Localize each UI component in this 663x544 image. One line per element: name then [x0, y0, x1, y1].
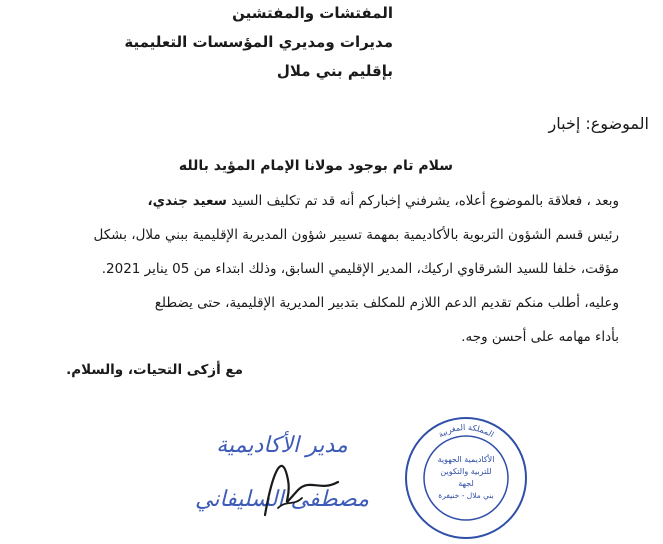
- stamp-line-4: بني ملال - خنيفرة: [438, 491, 494, 500]
- paragraph1-line1: [147, 193, 619, 209]
- paragraph2-line2: بأداء مهامه على أحسن وجه.: [461, 329, 619, 345]
- stamp-line-1: الأكاديمية الجهوية: [437, 455, 495, 464]
- paragraph1-line3: مؤقت، خلفا للسيد الشرقاوي اركيك، المدير الإقليمي السابق، وذلك ابتداء من 05 يناير 2021.: [101, 261, 619, 277]
- signature-title: مدير الأكاديمية: [216, 433, 348, 458]
- salutation: سلام تام بوجود مولانا الإمام المؤيد بالله: [178, 158, 453, 174]
- official-stamp: [400, 412, 532, 544]
- recipient-line-3: بإقليم بني ملال: [276, 62, 393, 80]
- stamp-line-3: لجهة: [458, 479, 474, 488]
- stamp-outer-text: المملكة المغربية: [436, 422, 496, 440]
- paragraph1-text: وبعد ، فعلاقة بالموضوع أعلاه، يشرفني إخباركم أنه قد تم تكليف السيد: [226, 193, 619, 209]
- svg-text:المملكة المغربية: [437, 423, 496, 439]
- paragraph1-line2: رئيس قسم الشؤون التربوية بالأكاديمية بمهمة تسيير شؤون المديرية الإقليمية ببني ملال، بشكل: [93, 227, 619, 243]
- stamp-inner-ring: [424, 436, 508, 520]
- signature-block: [170, 420, 385, 525]
- closing-line: مع أزكى التحيات، والسلام.: [66, 362, 243, 378]
- paragraph2-line1: وعليه، أطلب منكم تقديم الدعم اللازم للمكلف بتدبير المديرية الإقليمية، حتى يضطلع: [154, 295, 619, 311]
- subject-line: الموضوع: إخبار: [548, 114, 649, 133]
- recipient-line-1: المفتشات والمفتشين: [232, 4, 393, 22]
- appointee-name: سعيد جندي،: [147, 193, 227, 209]
- recipient-line-2: مديرات ومديري المؤسسات التعليمية: [124, 33, 393, 51]
- stamp-line-2: للتربية والتكوين: [440, 467, 492, 476]
- signature-name: مصطفى السليفاني: [194, 487, 370, 512]
